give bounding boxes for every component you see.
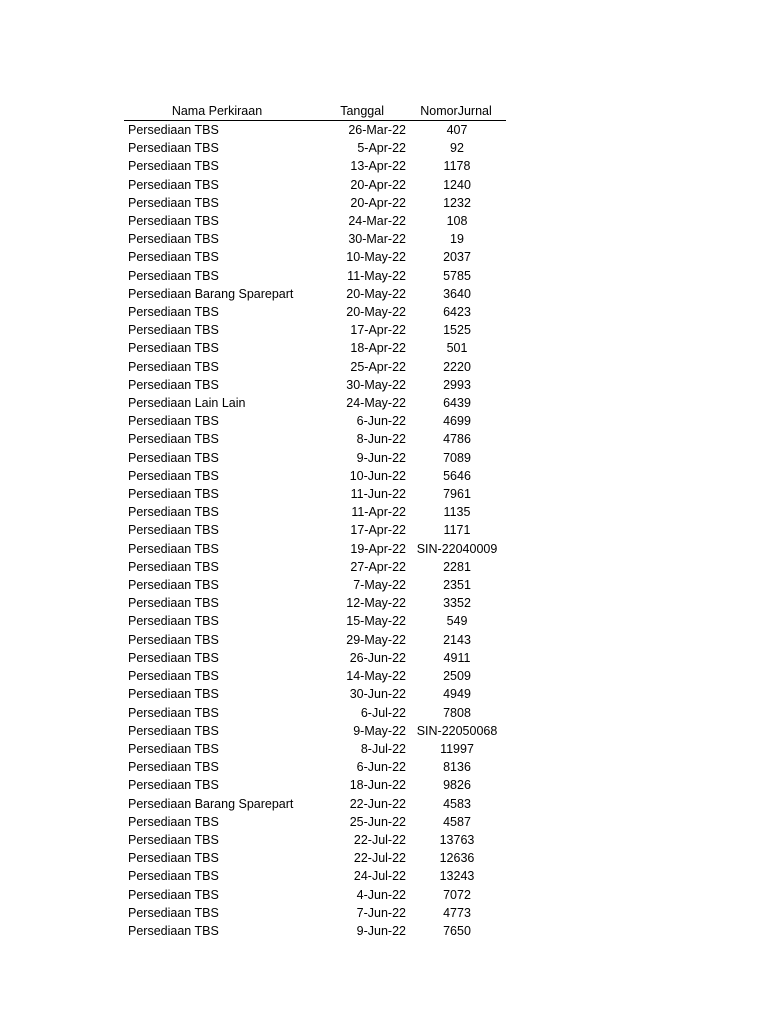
cell-nama-perkiraan: Persediaan TBS bbox=[128, 323, 219, 338]
table-row bbox=[124, 558, 506, 576]
cell-nama-perkiraan: Persediaan TBS bbox=[128, 432, 219, 447]
cell-nomor-jurnal: 2993 bbox=[443, 377, 471, 392]
cell-nomor-jurnal: 501 bbox=[446, 341, 468, 356]
table-row bbox=[124, 831, 506, 849]
table-row bbox=[124, 321, 506, 339]
cell-nomor-jurnal: 4773 bbox=[443, 905, 471, 920]
cell-tanggal: 30-Mar-22 bbox=[348, 232, 406, 247]
table-row bbox=[124, 922, 506, 940]
table-body bbox=[124, 121, 506, 941]
cell-tanggal: 11-Jun-22 bbox=[350, 487, 406, 502]
cell-nama-perkiraan: Persediaan TBS bbox=[128, 450, 219, 465]
cell-tanggal: 7-Jun-22 bbox=[356, 905, 406, 920]
table-row bbox=[124, 758, 506, 776]
table-row bbox=[124, 358, 506, 376]
table-row bbox=[124, 594, 506, 612]
table-row bbox=[124, 576, 506, 594]
cell-nomor-jurnal: 2509 bbox=[443, 669, 471, 684]
cell-tanggal: 25-Apr-22 bbox=[350, 359, 406, 374]
table-row bbox=[124, 631, 506, 649]
cell-nomor-jurnal: 6439 bbox=[443, 396, 471, 411]
header-tanggal: Tanggal bbox=[310, 101, 406, 121]
cell-tanggal: 10-Jun-22 bbox=[349, 468, 406, 483]
table-row bbox=[124, 285, 506, 303]
table-row bbox=[124, 339, 506, 357]
table-row bbox=[124, 194, 506, 212]
cell-nama-perkiraan: Persediaan TBS bbox=[128, 650, 219, 665]
cell-nama-perkiraan: Persediaan TBS bbox=[128, 195, 219, 210]
cell-tanggal: 22-Jun-22 bbox=[349, 796, 406, 811]
cell-nama-perkiraan: Persediaan TBS bbox=[128, 559, 219, 574]
cell-nama-perkiraan: Persediaan TBS bbox=[128, 305, 219, 320]
table-row bbox=[124, 248, 506, 266]
table-row bbox=[124, 121, 506, 140]
table-row bbox=[124, 795, 506, 813]
cell-tanggal: 24-May-22 bbox=[346, 396, 406, 411]
cell-nama-perkiraan: Persediaan TBS bbox=[128, 596, 219, 611]
cell-nama-perkiraan: Persediaan TBS bbox=[128, 250, 219, 265]
cell-nomor-jurnal: 8136 bbox=[443, 760, 471, 775]
cell-nama-perkiraan: Persediaan TBS bbox=[128, 760, 219, 775]
cell-tanggal: 17-Apr-22 bbox=[350, 323, 406, 338]
cell-nama-perkiraan: Persediaan TBS bbox=[128, 414, 219, 429]
cell-nomor-jurnal: 11997 bbox=[440, 741, 474, 756]
cell-nama-perkiraan: Persediaan TBS bbox=[128, 669, 219, 684]
cell-tanggal: 9-Jun-22 bbox=[356, 450, 406, 465]
cell-nama-perkiraan: Persediaan TBS bbox=[128, 632, 219, 647]
table-row bbox=[124, 157, 506, 175]
cell-nama-perkiraan: Persediaan TBS bbox=[128, 214, 219, 229]
cell-nama-perkiraan: Persediaan TBS bbox=[128, 468, 219, 483]
cell-nama-perkiraan: Persediaan TBS bbox=[128, 341, 219, 356]
cell-nomor-jurnal: 13763 bbox=[439, 832, 475, 847]
cell-tanggal: 18-Apr-22 bbox=[350, 341, 406, 356]
cell-nama-perkiraan: Persediaan TBS bbox=[128, 705, 219, 720]
cell-nama-perkiraan: Persediaan TBS bbox=[128, 887, 219, 902]
table-row bbox=[124, 467, 506, 485]
table-row bbox=[124, 685, 506, 703]
cell-nomor-jurnal: 2220 bbox=[443, 359, 471, 374]
table-row bbox=[124, 503, 506, 521]
cell-nomor-jurnal: 19 bbox=[450, 232, 464, 247]
cell-nama-perkiraan: Persediaan TBS bbox=[128, 832, 219, 847]
cell-tanggal: 11-May-22 bbox=[347, 268, 406, 283]
table-row bbox=[124, 667, 506, 685]
cell-tanggal: 22-Jul-22 bbox=[353, 832, 406, 847]
cell-tanggal: 4-Jun-22 bbox=[356, 887, 406, 902]
cell-nama-perkiraan: Persediaan TBS bbox=[128, 741, 219, 756]
cell-tanggal: 9-Jun-22 bbox=[356, 923, 406, 938]
cell-nomor-jurnal: 7808 bbox=[443, 705, 471, 720]
table-row bbox=[124, 485, 506, 503]
table-row bbox=[124, 740, 506, 758]
cell-nama-perkiraan: Persediaan TBS bbox=[128, 159, 219, 174]
cell-tanggal: 24-Mar-22 bbox=[348, 214, 406, 229]
cell-nomor-jurnal: 7650 bbox=[443, 923, 471, 938]
journal-table bbox=[124, 101, 506, 940]
cell-nama-perkiraan: Persediaan TBS bbox=[128, 123, 219, 137]
cell-tanggal: 30-May-22 bbox=[346, 377, 406, 392]
cell-tanggal: 5-Apr-22 bbox=[357, 141, 406, 156]
table-row bbox=[124, 849, 506, 867]
cell-nomor-jurnal: 1525 bbox=[443, 323, 471, 338]
cell-nama-perkiraan: Persediaan TBS bbox=[128, 687, 219, 702]
cell-nama-perkiraan: Persediaan TBS bbox=[128, 523, 219, 538]
cell-nama-perkiraan: Persediaan TBS bbox=[128, 232, 219, 247]
cell-tanggal: 30-Jun-22 bbox=[349, 687, 406, 702]
cell-nama-perkiraan: Persediaan TBS bbox=[128, 177, 219, 192]
cell-tanggal: 6-Jun-22 bbox=[356, 760, 406, 775]
cell-tanggal: 22-Jul-22 bbox=[353, 851, 406, 866]
table-row bbox=[124, 449, 506, 467]
cell-nama-perkiraan: Persediaan TBS bbox=[128, 141, 219, 156]
table-row bbox=[124, 722, 506, 740]
cell-tanggal: 27-Apr-22 bbox=[350, 559, 406, 574]
header-row bbox=[124, 101, 506, 121]
table-row bbox=[124, 176, 506, 194]
cell-nomor-jurnal: 4949 bbox=[443, 687, 471, 702]
cell-tanggal: 6-Jul-22 bbox=[360, 705, 406, 720]
cell-nomor-jurnal: 2143 bbox=[443, 632, 471, 647]
cell-nomor-jurnal: 4587 bbox=[443, 814, 471, 829]
cell-nomor-jurnal: 4583 bbox=[443, 796, 471, 811]
cell-nama-perkiraan: Persediaan TBS bbox=[128, 905, 219, 920]
cell-tanggal: 20-Apr-22 bbox=[350, 177, 406, 192]
cell-tanggal: 8-Jul-22 bbox=[360, 741, 406, 756]
cell-tanggal: 12-May-22 bbox=[346, 596, 406, 611]
table-row bbox=[124, 394, 506, 412]
cell-nama-perkiraan: Persediaan Lain Lain bbox=[128, 396, 246, 411]
cell-nama-perkiraan: Persediaan TBS bbox=[128, 578, 219, 593]
cell-nomor-jurnal: 7961 bbox=[443, 487, 471, 502]
cell-nomor-jurnal: SIN-22040009 bbox=[416, 541, 498, 556]
cell-nomor-jurnal: 92 bbox=[450, 141, 464, 156]
cell-nomor-jurnal: 4699 bbox=[443, 414, 471, 429]
table-row bbox=[124, 649, 506, 667]
cell-tanggal: 20-May-22 bbox=[346, 305, 406, 320]
cell-nomor-jurnal: 549 bbox=[446, 614, 468, 629]
cell-nama-perkiraan: Persediaan TBS bbox=[128, 541, 219, 556]
cell-nomor-jurnal: 108 bbox=[446, 214, 468, 229]
table-row bbox=[124, 904, 506, 922]
cell-nama-perkiraan: Persediaan TBS bbox=[128, 851, 219, 866]
cell-nama-perkiraan: Persediaan TBS bbox=[128, 869, 219, 884]
table-row bbox=[124, 704, 506, 722]
table-row bbox=[124, 867, 506, 885]
cell-nama-perkiraan: Persediaan TBS bbox=[128, 814, 219, 829]
header-nomor-jurnal: NomorJurnal bbox=[406, 101, 506, 121]
table-row bbox=[124, 521, 506, 539]
table-row bbox=[124, 139, 506, 157]
cell-nomor-jurnal: 6423 bbox=[443, 305, 471, 320]
cell-nomor-jurnal: 2281 bbox=[443, 559, 471, 574]
cell-nomor-jurnal: 1171 bbox=[443, 523, 471, 538]
cell-nama-perkiraan: Persediaan Barang Sparepart bbox=[128, 286, 294, 301]
cell-tanggal: 18-Jun-22 bbox=[349, 778, 406, 793]
table-row bbox=[124, 776, 506, 794]
table-row bbox=[124, 212, 506, 230]
cell-nama-perkiraan: Persediaan TBS bbox=[128, 377, 219, 392]
cell-tanggal: 9-May-22 bbox=[353, 723, 406, 738]
table-row bbox=[124, 612, 506, 630]
cell-nomor-jurnal: 1178 bbox=[443, 159, 471, 174]
cell-tanggal: 15-May-22 bbox=[346, 614, 406, 629]
cell-nomor-jurnal: 3352 bbox=[443, 596, 471, 611]
cell-tanggal: 13-Apr-22 bbox=[350, 159, 406, 174]
cell-nomor-jurnal: SIN-22050068 bbox=[416, 723, 498, 738]
cell-nomor-jurnal: 4786 bbox=[443, 432, 471, 447]
cell-tanggal: 20-Apr-22 bbox=[350, 195, 406, 210]
cell-tanggal: 17-Apr-22 bbox=[350, 523, 406, 538]
table-row bbox=[124, 376, 506, 394]
journal-sheet bbox=[124, 101, 506, 940]
table-row bbox=[124, 886, 506, 904]
table-row bbox=[124, 303, 506, 321]
cell-tanggal: 20-May-22 bbox=[346, 286, 406, 301]
cell-tanggal: 11-Apr-22 bbox=[351, 505, 406, 520]
cell-nama-perkiraan: Persediaan TBS bbox=[128, 923, 219, 938]
cell-nomor-jurnal: 2037 bbox=[443, 250, 471, 265]
cell-nomor-jurnal: 1240 bbox=[443, 177, 471, 192]
cell-nama-perkiraan: Persediaan TBS bbox=[128, 778, 219, 793]
cell-nomor-jurnal: 7072 bbox=[443, 887, 471, 902]
cell-tanggal: 29-May-22 bbox=[346, 632, 406, 647]
cell-tanggal: 26-Jun-22 bbox=[349, 650, 406, 665]
cell-nomor-jurnal: 1232 bbox=[443, 195, 471, 210]
cell-tanggal: 8-Jun-22 bbox=[356, 432, 406, 447]
cell-tanggal: 26-Mar-22 bbox=[348, 123, 406, 137]
cell-nomor-jurnal: 13243 bbox=[439, 869, 475, 884]
cell-tanggal: 6-Jun-22 bbox=[356, 414, 406, 429]
cell-tanggal: 10-May-22 bbox=[346, 250, 406, 265]
cell-nama-perkiraan: Persediaan TBS bbox=[128, 359, 219, 374]
cell-nomor-jurnal: 407 bbox=[446, 123, 468, 137]
cell-nomor-jurnal: 4911 bbox=[443, 650, 471, 665]
table-row bbox=[124, 412, 506, 430]
table-row bbox=[124, 230, 506, 248]
cell-nomor-jurnal: 2351 bbox=[443, 578, 471, 593]
cell-nama-perkiraan: Persediaan TBS bbox=[128, 505, 219, 520]
cell-nomor-jurnal: 12636 bbox=[439, 851, 475, 866]
cell-nomor-jurnal: 3640 bbox=[443, 286, 471, 301]
cell-nomor-jurnal: 1135 bbox=[443, 505, 471, 520]
cell-tanggal: 24-Jul-22 bbox=[353, 869, 406, 884]
cell-nama-perkiraan: Persediaan TBS bbox=[128, 487, 219, 502]
cell-tanggal: 25-Jun-22 bbox=[349, 814, 406, 829]
cell-nomor-jurnal: 7089 bbox=[443, 450, 471, 465]
header-nama-perkiraan: Nama Perkiraan bbox=[124, 101, 310, 121]
table-row bbox=[124, 813, 506, 831]
cell-nama-perkiraan: Persediaan TBS bbox=[128, 268, 219, 283]
cell-tanggal: 19-Apr-22 bbox=[350, 541, 406, 556]
cell-nomor-jurnal: 5785 bbox=[443, 268, 471, 283]
cell-nama-perkiraan: Persediaan TBS bbox=[128, 614, 219, 629]
cell-tanggal: 7-May-22 bbox=[353, 578, 406, 593]
cell-nomor-jurnal: 5646 bbox=[443, 468, 471, 483]
cell-nama-perkiraan: Persediaan TBS bbox=[128, 723, 219, 738]
cell-tanggal: 14-May-22 bbox=[346, 669, 406, 684]
table-row bbox=[124, 267, 506, 285]
table-row bbox=[124, 540, 506, 558]
cell-nama-perkiraan: Persediaan Barang Sparepart bbox=[128, 796, 294, 811]
table-row bbox=[124, 430, 506, 448]
cell-nomor-jurnal: 9826 bbox=[443, 778, 471, 793]
